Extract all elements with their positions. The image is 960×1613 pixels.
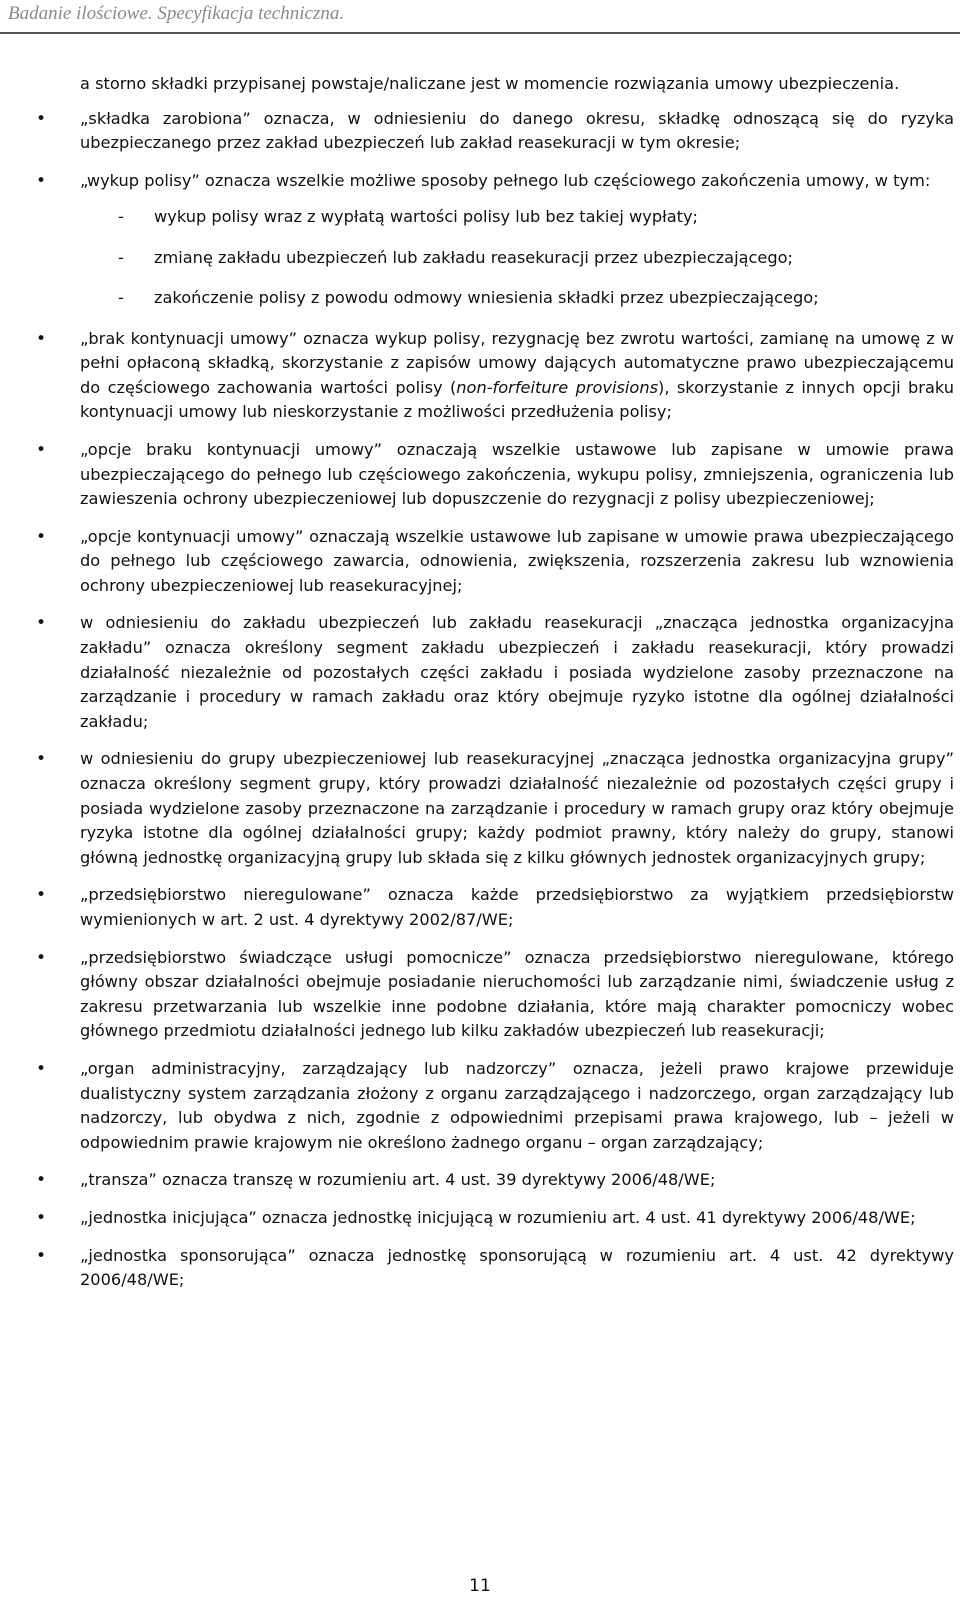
paragraph-text: „organ administracyjny, zarządzający lub nadzorczy” oznacza, jeżeli prawo krajowe przewiduje dualistyczny system zarządzania złożony z organu zarządzającego i nadzorczego, organ zarządzający lub nadzorczy, lub obydwa z nich, zgodnie z odpowiednimi przepisami prawa krajowego, lub – jeżeli w odpowiednim prawie krajowym nie określono żadnego organu – organ zarządzający; [80,1058,954,1152]
dash-icon: - [118,207,124,227]
bullet-icon: • [36,108,47,129]
page-number: 11 [469,1576,491,1596]
document-body [36,72,955,1306]
list-item [36,611,954,734]
paragraph-text: „jednostka inicjująca” oznacza jednostkę inicjującą w rozumieniu art. 4 ust. 41 dyrektywy 2006/48/WE; [80,1207,916,1227]
list-item [36,946,954,1044]
bullet-icon: • [36,328,47,349]
sub-item-text: zmianę zakładu ubezpieczeń lub zakładu reasekuracji przez ubezpieczającego; [154,247,793,267]
bullet-icon: • [36,613,47,634]
bullet-icon: • [36,1245,47,1266]
bullet-icon: • [36,947,47,968]
list-item [36,169,954,194]
list-item [36,1206,954,1231]
paragraph-text: w odniesieniu do zakładu ubezpieczeń lub zakładu reasekuracji „znacząca jednostka organizacyjna zakładu” oznacza określony segment zakładu ubezpieczeń i zakładu reasekuracji, który prowadzi działalność niezależnie od pozostałych części zakładu i posiada wydzielone zasoby przeznaczone na zarządzanie i procedury w ramach zakładu oraz który obejmuje ryzyko istotne dla ogólnej działalności zakładu; [80,613,954,731]
sub-item-text: zakończenie polisy z powodu odmowy wniesienia składki przez ubezpieczającego; [154,288,819,308]
bullet-icon: • [36,170,47,191]
paragraph-text: „transza” oznacza transzę w rozumieniu art. 4 ust. 39 dyrektywy 2006/48/WE; [80,1170,716,1190]
bullet-icon: • [36,749,47,770]
list-item [36,883,954,932]
header-title: Badanie ilościowe. Specyfikacja techniczna. [8,3,345,24]
bullet-icon: • [36,526,47,547]
dash-icon: - [118,247,124,267]
paragraph-text: „opcje braku kontynuacji umowy” oznaczają wszelkie ustawowe lub zapisane w umowie prawa ubezpieczającego do pełnego lub częściowego zakończenia, wykupu polisy, zmniejszenia, ograniczenia lub zawieszenia ochrony ubezpieczeniowej lub dopuszczenie do rezygnacji z polisy ubezpieczeniowej; [80,439,954,509]
paragraph-text: „jednostka sponsorująca” oznacza jednostkę sponsorującą w rozumieniu art. 4 ust. 42 dyrektywy 2006/48/WE; [80,1245,954,1290]
sub-list-item [80,286,954,311]
bullet-icon: • [36,439,47,460]
list-item [36,747,954,870]
list-item [36,1168,954,1193]
paragraph-text-part: ), skorzystanie z innych opcji braku kontynuacji umowy lub nieskorzystanie z możliwości przedłużenia polisy; [80,377,955,422]
dash-sub-list [80,205,954,310]
page-header [0,0,960,34]
paragraph-text: „opcje kontynuacji umowy” oznaczają wszelkie ustawowe lub zapisane w umowie prawa ubezpieczającego do pełnego lub częściowego zawarcia, odnowienia, zwiększenia, rozszerzenia zakresu lub wznowienia ochrony ubezpieczeniowej lub reasekuracyjnej; [80,526,954,595]
list-item [36,1057,954,1155]
sub-list-item [80,205,954,230]
list-item [36,525,954,599]
bullet-icon: • [36,885,47,906]
dash-icon: - [118,288,124,308]
bullet-icon: • [36,1170,47,1191]
list-item [36,438,954,512]
paragraph-text: w odniesieniu do grupy ubezpieczeniowej lub reasekuracyjnej „znacząca jednostka organizacyjna grupy” oznacza określony segment grupy, który prowadzi działalność niezależnie od pozostałych części grupy i posiada wydzielone zasoby przeznaczone na zarządzanie i procedury w ramach grupy oraz który obejmuje ryzyka istotne dla ogólnej działalności grupy; każdy podmiot prawny, który należy do grupy, stanowi główną jednostkę organizacyjną grupy lub składa się z kilku głównych jednostek organizacyjnych grupy; [80,749,954,867]
sub-item-text: wykup polisy wraz z wypłatą wartości polisy lub bez takiej wypłaty; [154,207,698,227]
latin-term: non-forfeiture provisions [456,377,659,397]
sub-list-item [80,246,954,271]
paragraph-text: „przedsiębiorstwo świadczące usługi pomocnicze” oznacza przedsiębiorstwo nieregulowane, którego główny obszar działalności obejmuje posiadanie nieruchomości lub zarządzanie nimi, świadczenie usług z zakresu przetwarzania lub wszelkie inne podobne działania, które mają charakter pomocniczy wobec głównego przedmiotu działalności jednego lub kilku zakładów ubezpieczeń lub reasekuracji; [80,947,954,1041]
paragraph-text: „przedsiębiorstwo nieregulowane” oznacza każde przedsiębiorstwo za wyjątkiem przedsiębiorstw wymienionych w art. 2 ust. 4 dyrektywy 2002/87/WE; [80,885,954,930]
bullet-icon: • [36,1058,47,1079]
list-item [36,107,954,156]
paragraph-text: „wykup polisy” oznacza wszelkie możliwe sposoby pełnego lub częściowego zakończenia umowy, w tym: [80,170,931,190]
bullet-icon: • [36,1207,47,1228]
paragraph-text: a storno składki przypisanej powstaje/naliczane jest w momencie rozwiązania umowy ubezpieczenia. [80,74,900,93]
list-item [36,1244,954,1293]
list-item [36,327,955,425]
paragraph-text-part: „brak kontynuacji umowy” oznacza wykup polisy, rezygnację bez zwrotu wartości, zamianę na umowę z w pełni opłaconą składką, skorzystanie z zapisów umowy dających automatyczne prawo ubezpieczającemu do częściowego zachowania wartości polisy ( [80,328,954,397]
continuation-paragraph [80,72,954,97]
paragraph-text: „składka zarobiona” oznacza, w odniesieniu do danego okresu, składkę odnoszącą się do ryzyka ubezpieczanego przez zakład ubezpieczeń lub zakład reasekuracji w tym okresie; [80,108,954,153]
